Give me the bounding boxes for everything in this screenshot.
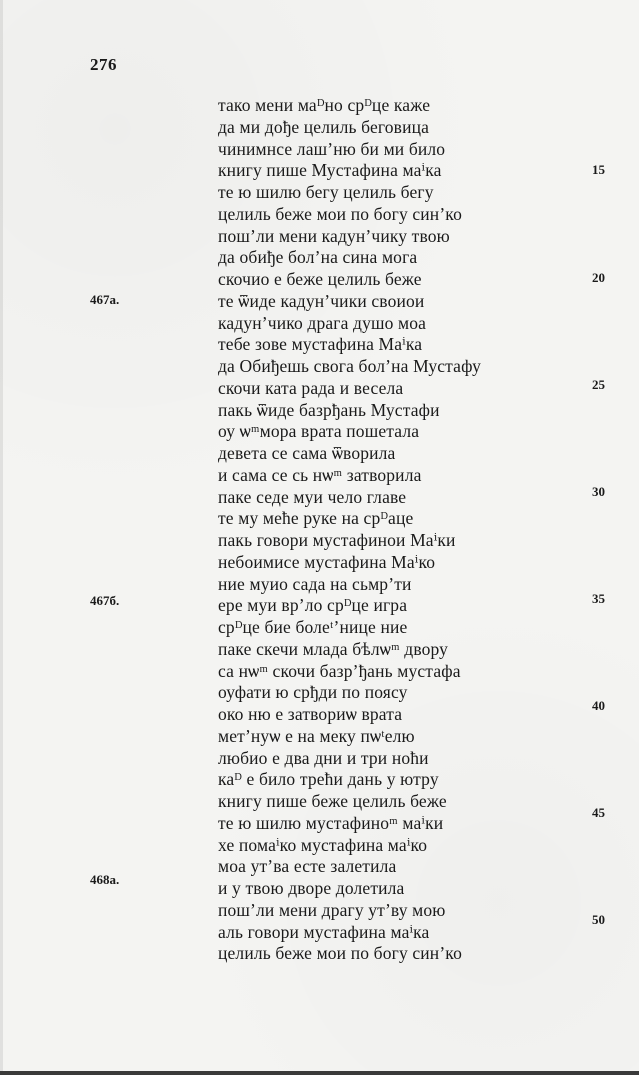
verse-line: тебе зове мустафина Маⁱка (218, 334, 423, 355)
line-number-25: 25 (592, 377, 605, 392)
verse-line: девета се сама ѿворила (218, 443, 396, 463)
folio-mark-467a: 467а. (90, 292, 120, 307)
verse-line: и сама се сь нѡᵐ затворила (218, 464, 422, 485)
line-number-40: 40 (592, 698, 605, 713)
verse-line: хе помаⁱко мустафина маⁱко (218, 834, 428, 855)
verse-line: те му меће руке на срᴰаце (218, 508, 414, 529)
verse-line: каᴰ е било трећи дань у ютру (218, 769, 439, 790)
verse-line: чинимнсе лаш’ню би ми било (218, 138, 446, 159)
verse-line: аль говори мустафина маⁱка (218, 921, 430, 942)
verse-line: моа ут’ва есте залетила (218, 856, 397, 877)
folio-mark-467b: 467б. (90, 593, 120, 608)
line-number-30: 30 (592, 484, 605, 499)
verse-line: книгу пише Мустафина маⁱка (218, 160, 442, 181)
verse-block (218, 95, 528, 965)
verse-line: и у твою дворе долетила (218, 878, 405, 898)
verse-line: целиль беже мои по богу син’ко (218, 203, 462, 224)
line-number-45: 45 (592, 805, 605, 820)
verse-line: оуфати ю срђди по поясу (218, 682, 408, 703)
verse-line: око ню е затвориѡ врата (218, 704, 403, 724)
page-number: 276 (90, 55, 117, 74)
verse-line: да обиђе бол’на сина мога (218, 247, 418, 268)
verse-line: ние муио сада на сьмр’ти (218, 573, 412, 594)
line-number-50: 50 (592, 912, 605, 927)
verse-line: да Обиђешь свога бол’на Мустафу (218, 356, 482, 376)
verse-line: пакь ѿиде базрђань Мустафи (218, 399, 440, 420)
verse-line: паке седе муи чело главе (218, 486, 407, 507)
page-bottom-edge (0, 1071, 639, 1075)
verse-line: те ю шилю мустафиноᵐ маⁱки (218, 812, 444, 833)
verse-line: книгу пише беже целиль беже (218, 791, 447, 811)
line-number-35: 35 (592, 591, 605, 606)
verse-line: са нѡᵐ скочи базр’ђань мустафа (218, 660, 461, 681)
folio-mark-468a: 468а. (90, 872, 120, 887)
verse-line: паке скечи млада бѣлѡᵐ двору (218, 638, 449, 659)
verse-line: оу ѡᵐмора врата пошетала (218, 421, 420, 442)
verse-line: срᴰце бие болеᵗ’нице ние (218, 617, 408, 637)
verse-line: целиль беже мои по богу син’ко (218, 943, 462, 964)
verse-line: ере муи вр’ло срᴰце игра (218, 595, 408, 616)
verse-line: небоимисе мустафина Маⁱко (218, 551, 436, 572)
verse-line: кадун’чико драга душо моа (218, 312, 427, 333)
verse-line: мет’нуѡ е на меку пѡᵗелю (218, 725, 415, 746)
verse-line: пош’ли мени драгу ут’ву мою (218, 899, 446, 920)
verse-line: скочио е беже целиль беже (218, 269, 422, 289)
verse-line: любио е два дни и три ноћи (218, 747, 429, 768)
verse-line: да ми дође целиль беговица (218, 116, 430, 137)
verse-line: пакь говори мустафинои Маⁱки (218, 530, 456, 550)
verse-line: те ю шилю бегу целиль бегу (218, 182, 434, 202)
page-edge-shadow (0, 0, 3, 1075)
line-number-20: 20 (592, 270, 605, 285)
verse-line: тако мени маᴰно срᴰце каже (218, 95, 431, 115)
verse-line: те ѿиде кадун’чики своиои (218, 290, 425, 311)
verse-line: скочи ката рада и весела (218, 377, 404, 398)
line-number-15: 15 (592, 162, 605, 177)
verse-line: пош’ли мени кадун’чику твою (218, 225, 450, 246)
